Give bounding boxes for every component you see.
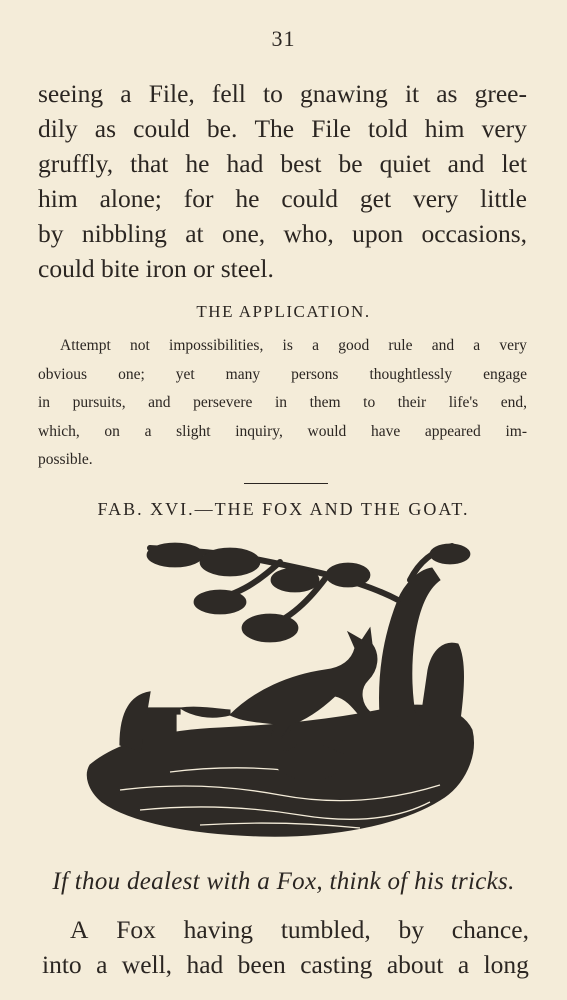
- word: he: [235, 184, 260, 213]
- word: in: [38, 394, 51, 411]
- word: nibbling: [81, 219, 167, 248]
- application-line-text: [38, 418, 527, 447]
- word: on: [104, 422, 120, 440]
- word: The: [254, 114, 295, 143]
- word: their: [397, 394, 427, 411]
- word: a: [120, 79, 132, 108]
- word: upon: [352, 219, 404, 248]
- word: life's: [448, 394, 479, 411]
- word: as: [436, 79, 458, 108]
- well-bucket: [120, 692, 180, 752]
- word: to: [363, 394, 376, 411]
- application-line-text: [38, 361, 527, 390]
- fable-line-text: [42, 947, 529, 982]
- word: A: [70, 915, 89, 944]
- word: be.: [206, 114, 238, 143]
- application-line-text: [38, 389, 527, 418]
- story-line-text: [38, 216, 527, 251]
- word: seeing: [38, 79, 104, 108]
- word: could: [133, 114, 190, 143]
- fable-title: FAB. XVI.—THE FOX AND THE GOAT.: [97, 499, 470, 519]
- word: who,: [283, 219, 334, 248]
- word: told: [368, 114, 408, 143]
- word: them: [309, 394, 341, 411]
- word: engage: [483, 365, 527, 383]
- word: many: [225, 365, 261, 383]
- story-line-text: could bite iron or steel.: [38, 254, 274, 283]
- story-line: [38, 76, 527, 111]
- word: im-: [505, 422, 527, 440]
- word: very: [481, 114, 527, 143]
- word: and: [447, 149, 485, 178]
- application-heading: THE APPLICATION.: [196, 302, 371, 321]
- word: him: [38, 184, 78, 213]
- word: slight: [176, 422, 211, 440]
- word: impossibilities,: [169, 337, 264, 354]
- application-line-text: [60, 332, 527, 361]
- word: alone;: [99, 184, 162, 213]
- word: Fox: [116, 915, 156, 944]
- word: obvious: [38, 365, 88, 383]
- word: and: [431, 337, 455, 354]
- word: persons: [291, 365, 339, 383]
- word: a: [96, 950, 108, 979]
- word: fell: [211, 79, 246, 108]
- story-line: [38, 251, 527, 286]
- word: be: [338, 149, 363, 178]
- word: in: [274, 394, 288, 411]
- word: inquiry,: [235, 422, 283, 440]
- application-line: [38, 389, 527, 418]
- fable-line: [42, 912, 529, 947]
- word: him: [424, 114, 465, 143]
- word: very: [499, 337, 527, 354]
- application-paragraph: [38, 332, 527, 475]
- word: end,: [500, 394, 527, 411]
- stump: [420, 643, 464, 725]
- application-line: [38, 332, 527, 361]
- story-line: [38, 146, 527, 181]
- story-line-text: [38, 146, 527, 181]
- word: for: [183, 184, 214, 213]
- word: appeared: [424, 422, 481, 440]
- word: by: [398, 915, 425, 944]
- word: very: [412, 184, 459, 213]
- story-line-text: [38, 76, 527, 111]
- word: as: [94, 114, 117, 143]
- application-line: [38, 418, 527, 447]
- story-paragraph: [38, 76, 527, 286]
- word: had: [186, 950, 224, 979]
- application-line: [38, 446, 527, 475]
- page-number: 31: [271, 26, 296, 51]
- word: and: [148, 394, 171, 411]
- word: chance,: [451, 915, 529, 944]
- fable-line-text: [70, 912, 529, 947]
- word: gruffly,: [38, 149, 114, 178]
- story-line: [38, 111, 527, 146]
- word: been: [237, 950, 286, 979]
- story-line-text: [38, 181, 527, 216]
- word: yet: [175, 365, 195, 383]
- word: about: [386, 950, 444, 979]
- word: quiet: [379, 149, 431, 178]
- word: casting: [300, 950, 373, 979]
- word: it: [404, 79, 420, 108]
- word: into: [42, 950, 82, 979]
- word: is: [282, 337, 293, 354]
- word: by: [38, 219, 64, 248]
- word: pursuits,: [72, 394, 126, 411]
- word: at: [185, 219, 204, 248]
- story-line: [38, 216, 527, 251]
- word: one,: [221, 219, 266, 248]
- word: could: [281, 184, 339, 213]
- word: thoughtlessly: [369, 365, 453, 383]
- word: persevere: [193, 394, 253, 411]
- fox-and-goat-woodcut: [80, 540, 480, 840]
- word: tumbled,: [280, 915, 371, 944]
- story-line-text: [38, 111, 527, 146]
- word: good: [338, 337, 370, 354]
- story-line: [38, 181, 527, 216]
- word: gree-: [474, 79, 527, 108]
- fable-line: [42, 947, 529, 982]
- word: having: [183, 915, 254, 944]
- word: Attempt: [60, 337, 111, 354]
- word: best: [280, 149, 322, 178]
- word: have: [370, 422, 401, 440]
- word: a: [144, 422, 152, 440]
- fable-moral: If thou dealest with a Fox, think of his tricks.: [52, 868, 515, 895]
- word: not: [130, 337, 150, 354]
- fable-text: [42, 912, 529, 982]
- word: little: [480, 184, 527, 213]
- word: would: [307, 422, 347, 440]
- word: a: [473, 337, 481, 354]
- word: occasions,: [421, 219, 527, 248]
- word: gnawing: [299, 79, 388, 108]
- word: File: [311, 114, 351, 143]
- word: a: [457, 950, 470, 979]
- word: had: [226, 149, 264, 178]
- word: a: [312, 337, 319, 354]
- word: that: [130, 149, 169, 178]
- word: which,: [38, 422, 80, 440]
- word: long: [483, 950, 529, 979]
- word: one;: [118, 365, 145, 383]
- word: get: [359, 184, 392, 213]
- word: dily: [38, 114, 78, 143]
- section-divider: [244, 483, 328, 484]
- word: File,: [148, 79, 195, 108]
- word: to: [263, 79, 283, 108]
- word: let: [501, 149, 527, 178]
- word: well,: [121, 950, 173, 979]
- word: rule: [388, 337, 413, 354]
- application-line-text: possible.: [38, 451, 93, 468]
- application-line: [38, 361, 527, 390]
- word: he: [185, 149, 210, 178]
